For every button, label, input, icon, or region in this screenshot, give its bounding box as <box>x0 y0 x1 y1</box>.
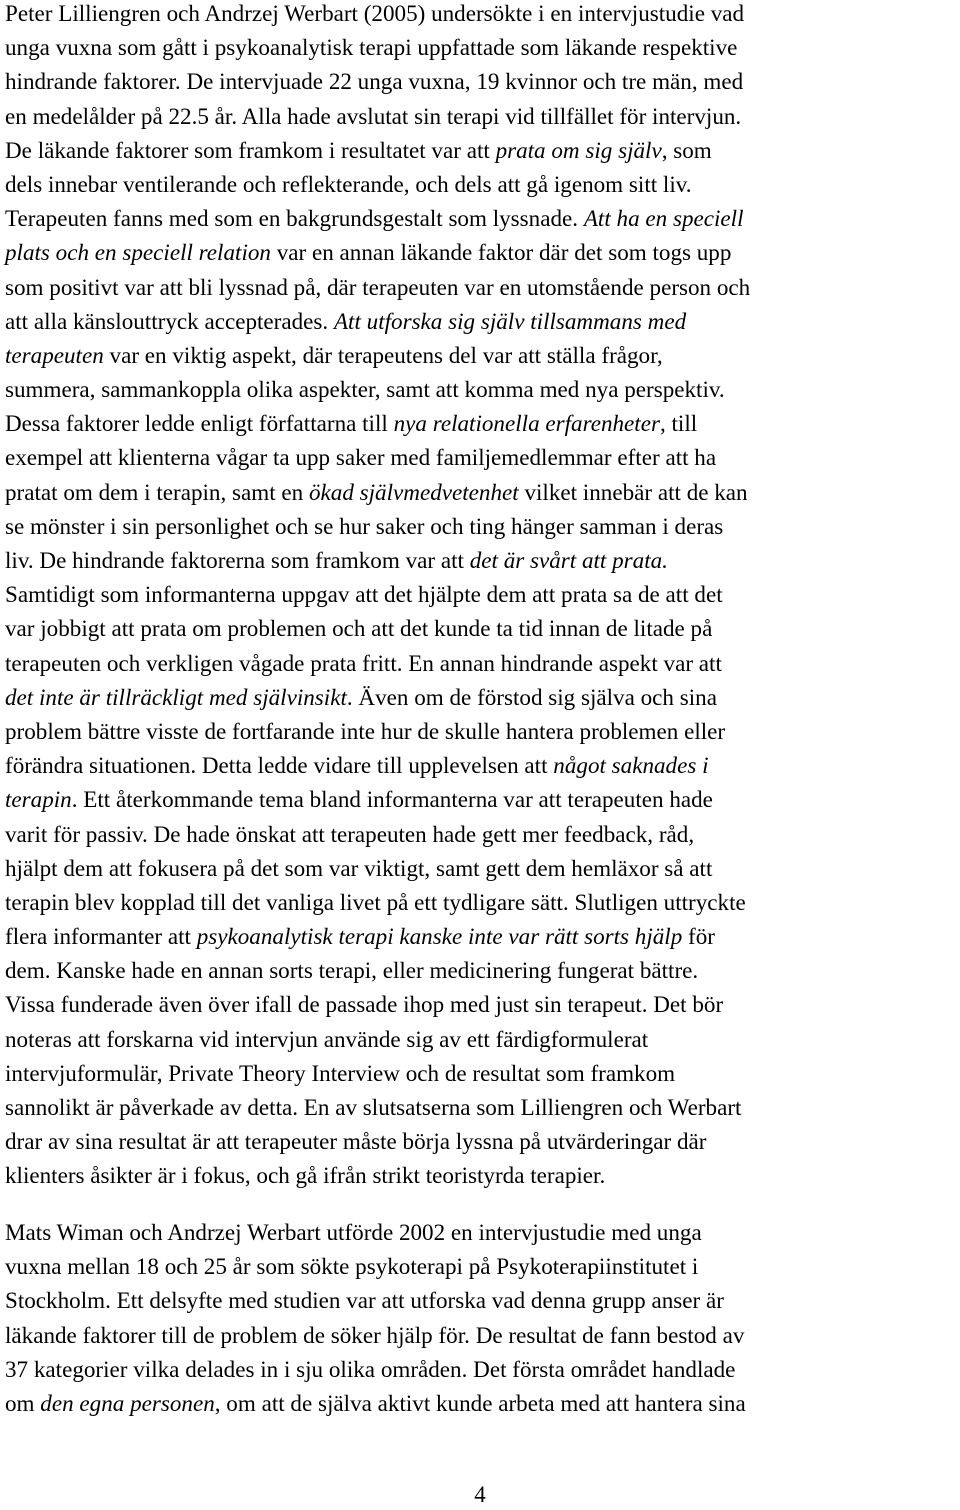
text-line <box>5 64 955 98</box>
text-line <box>5 509 955 543</box>
text-run: var en viktig aspekt, där terapeutens del var att ställa frågor, <box>103 341 663 368</box>
text-line <box>5 1090 955 1124</box>
text-run: , som <box>661 136 712 163</box>
text-run: var jobbigt att prata om problemen och att det kunde ta tid innan de litade på <box>5 615 713 642</box>
italic-text-run: terapeuten <box>5 341 104 368</box>
text-line <box>5 1056 955 1090</box>
text-line <box>5 817 955 851</box>
text-line <box>5 338 955 372</box>
text-run: en medelålder på 22.5 år. Alla hade avslutat sin terapi vid tillfället för intervjun. <box>5 102 742 129</box>
italic-text-run: prata om sig själv <box>495 136 662 163</box>
text-run: , till <box>659 410 698 437</box>
text-run: förändra situationen. Detta ledde vidare till upplevelsen att <box>5 752 554 779</box>
text-run: . Även om de förstod sig själva och sina <box>346 683 717 710</box>
text-run: dem. Kanske hade en annan sorts terapi, eller medicinering fungerat bättre. <box>5 957 699 984</box>
text-line <box>5 577 955 611</box>
italic-text-run: Att utforska sig själv tillsammans med <box>333 307 687 334</box>
italic-text-run: Att ha en speciell <box>583 205 744 232</box>
text-line <box>5 714 955 748</box>
text-run: unga vuxna som gått i psykoanalytisk terapi uppfattade som läkande respektive <box>5 34 738 61</box>
text-line <box>5 1124 955 1158</box>
text-run: flera informanter att <box>5 923 197 950</box>
text-line <box>5 475 955 509</box>
text-line <box>5 1158 955 1192</box>
text-run: . Ett återkommande tema bland informanterna var att terapeuten hade <box>71 786 713 813</box>
text-run: summera, sammankoppla olika aspekter, samt att komma med nya perspektiv. <box>5 376 725 403</box>
text-line <box>5 1318 955 1352</box>
text-run: 37 kategorier vilka delades in i sju olika områden. Det första området handlade <box>5 1355 736 1382</box>
italic-text-run: det inte är tillräckligt med självinsikt <box>5 683 347 710</box>
text-line <box>5 270 955 304</box>
text-run: Peter Lilliengren och Andrzej Werbart (2005) undersökte i en intervjustudie vad <box>5 0 745 26</box>
italic-text-run: plats och en speciell relation <box>5 239 271 266</box>
italic-text-run: den egna personen <box>40 1389 215 1416</box>
text-run: varit för passiv. De hade önskat att terapeuten hade gett mer feedback, råd, <box>5 820 695 847</box>
text-line <box>5 987 955 1021</box>
text-line <box>5 1249 955 1283</box>
text-run: Samtidigt som informanterna uppgav att det hjälpte dem att prata sa de att det <box>5 581 723 608</box>
text-run: terapeuten och verkligen vågade prata fritt. En annan hindrande aspekt var att <box>5 649 722 676</box>
italic-text-run: det är svårt att prata. <box>469 547 668 573</box>
text-run: intervjuformulär, Private Theory Interview och de resultat som framkom <box>5 1059 676 1086</box>
text-line <box>5 680 955 714</box>
text-run: var en annan läkande faktor där det som togs upp <box>270 239 732 266</box>
text-run: Terapeuten fanns med som en bakgrundsgestalt som lyssnade. <box>5 205 584 232</box>
text-run: pratat om dem i terapin, samt en <box>5 478 309 505</box>
text-run: exempel att klienterna vågar ta upp saker med familjemedlemmar efter att ha <box>5 444 717 471</box>
italic-text-run: psykoanalytisk terapi kanske inte var rätt sorts hjälp <box>196 923 683 950</box>
text-run: för <box>682 923 715 950</box>
italic-text-run: något saknades i <box>553 752 709 779</box>
text-run: hjälpt dem att fokusera på det som var viktigt, samt gett dem hemläxor så att <box>5 854 713 881</box>
text-line <box>5 235 955 269</box>
text-line <box>5 611 955 645</box>
text-line <box>5 440 955 474</box>
text-line <box>5 30 955 64</box>
text-run: sannolikt är påverkade av detta. En av slutsatserna som Lilliengren och Werbart <box>5 1094 742 1120</box>
text-run: Dessa faktorer ledde enligt författarna till <box>5 410 394 437</box>
paragraph <box>5 1215 955 1420</box>
text-line <box>5 953 955 987</box>
italic-text-run: terapin <box>5 786 72 813</box>
text-run: hindrande faktorer. De intervjuade 22 unga vuxna, 19 kvinnor och tre män, med <box>5 68 744 95</box>
text-run: om <box>5 1389 41 1416</box>
page-number: 4 <box>474 1482 486 1507</box>
text-run: som positivt var att bli lyssnad på, där terapeuten var en utomstående person och <box>5 273 751 300</box>
text-line <box>5 885 955 919</box>
text-run: Mats Wiman och Andrzej Werbart utförde 2002 en intervjustudie med unga <box>5 1219 702 1245</box>
text-run: noteras att forskarna vid intervjun använde sig av ett färdigformulerat <box>5 1025 649 1052</box>
text-line <box>5 543 955 577</box>
text-run: vuxna mellan 18 och 25 år som sökte psykoterapi på Psykoterapiinstitutet i <box>5 1253 699 1280</box>
text-line <box>5 1022 955 1056</box>
text-line <box>5 201 955 235</box>
text-run: klienters åsikter är i fokus, och gå ifrån strikt teoristyrda terapier. <box>5 1162 606 1189</box>
text-run: att alla känslouttryck accepterades. <box>5 307 334 334</box>
text-run: , om att de själva aktivt kunde arbeta med att hantera sina <box>214 1389 746 1416</box>
text-run: läkande faktorer till de problem de söker hjälp för. De resultat de fann bestod av <box>5 1321 745 1348</box>
text-line <box>5 782 955 816</box>
text-run: drar av sina resultat är att terapeuter måste börja lyssna på utvärderingar där <box>5 1128 707 1155</box>
text-run: terapin blev kopplad till det vanliga livet på ett tydligare sätt. Slutligen uttryckte <box>5 888 746 915</box>
italic-text-run: nya relationella erfarenheter <box>393 410 660 437</box>
text-line <box>5 646 955 680</box>
text-line <box>5 748 955 782</box>
text-line <box>5 1352 955 1386</box>
text-run: se mönster i sin personlighet och se hur saker och ting hänger samman i deras <box>5 512 724 539</box>
text-run: Vissa funderade även över ifall de passade ihop med just sin terapeut. Det bör <box>5 991 724 1018</box>
text-line <box>5 304 955 338</box>
text-run: dels innebar ventilerande och reflekterande, och dels att gå igenom sitt liv. <box>5 170 692 197</box>
text-line <box>5 919 955 953</box>
text-line <box>5 1386 955 1420</box>
text-line <box>5 406 955 440</box>
text-run: vilket innebär att de kan <box>518 478 748 505</box>
text-line <box>5 1215 955 1249</box>
italic-text-run: ökad självmedvetenhet <box>308 478 519 505</box>
text-line <box>5 1283 955 1317</box>
text-run: De läkande faktorer som framkom i resultatet var att <box>5 136 496 163</box>
text-line <box>5 851 955 885</box>
text-run: problem bättre visste de fortfarande inte hur de skulle hantera problemen eller <box>5 717 726 744</box>
paragraph <box>5 0 955 1193</box>
text-line <box>5 133 955 167</box>
text-line <box>5 0 955 30</box>
text-line <box>5 167 955 201</box>
text-line <box>5 99 955 133</box>
text-run: Stockholm. Ett delsyfte med studien var att utforska vad denna grupp anser är <box>5 1287 724 1314</box>
text-line <box>5 372 955 406</box>
text-run: liv. De hindrande faktorerna som framkom var att <box>5 547 470 573</box>
